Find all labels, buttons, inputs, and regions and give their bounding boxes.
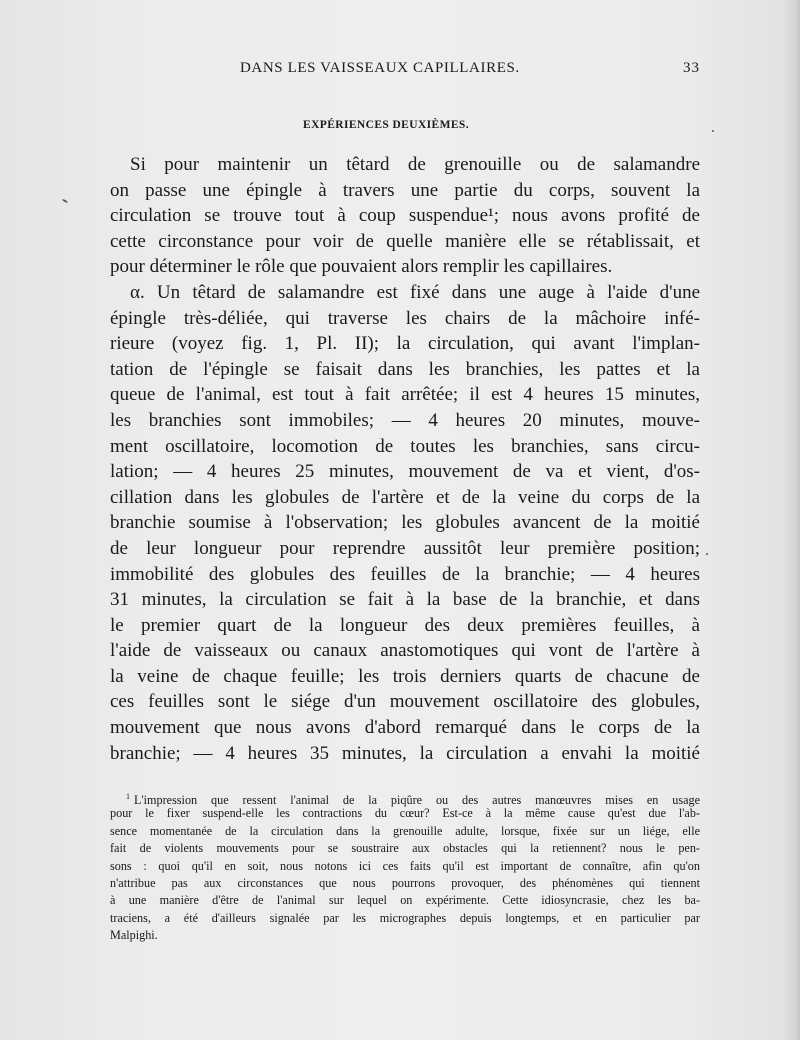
body-line: lation; — 4 heures 25 minutes, mouvement de va et vient, d'os- (110, 461, 700, 483)
footnote-line (110, 788, 700, 808)
body-line: cette circonstance pour voir de quelle manière elle se rétablissait, et (110, 230, 700, 252)
body-line: ces feuilles sont le siége d'un mouvement oscillatoire des globules, (110, 691, 700, 713)
footnote-line: pour le fixer suspend-elle les contractions du cœur? Est-ce à la même cause qu'est due l'ab- (110, 806, 700, 821)
page-edge-shadow (782, 0, 800, 1040)
body-line: on passe une épingle à travers une partie du corps, souvent la (110, 179, 700, 201)
body-line: l'aide de vaisseaux ou canaux anastomotiques qui vont de l'artère à (110, 640, 700, 662)
section-heading: EXPÉRIENCES DEUXIÈMES. (303, 119, 469, 131)
ink-speck (712, 130, 714, 132)
body-line: tation de l'épingle se faisait dans les branchies, les pattes et la (110, 358, 700, 380)
footnote-mark: 1 (126, 792, 130, 801)
ink-speck (62, 199, 68, 204)
body-line: Si pour maintenir un têtard de grenouille ou de salamandre (130, 154, 700, 175)
body-line: circulation se trouve tout à coup suspendue¹; nous avons profité de (110, 205, 700, 227)
body-line: rieure (voyez fig. 1, Pl. II); la circulation, qui avant l'implan- (110, 333, 700, 355)
body-line: 31 minutes, la circulation se fait à la base de la branchie, et dans (110, 589, 700, 611)
footnote-line: traciens, a été d'ailleurs signalée par les micrographes depuis longtemps, et en particulier par (110, 910, 700, 925)
body-line: épingle très-déliée, qui traverse les chairs de la mâchoire infé- (110, 307, 700, 329)
body-line: ment oscillatoire, locomotion de toutes les branchies, sans circu- (110, 435, 700, 457)
footnote-line: à une manière d'être de l'animal sur lequel on expérimente. Cette idiosyncrasie, chez les ba- (110, 893, 700, 908)
body-line: α. Un têtard de salamandre est fixé dans une auge à l'aide d'une (130, 281, 700, 303)
body-line: les branchies sont immobiles; — 4 heures 20 minutes, mouve- (110, 409, 700, 431)
body-line: le premier quart de la longueur des deux premières feuilles, à (110, 614, 700, 636)
body-line: queue de l'animal, est tout à fait arrêtée; il est 4 heures 15 minutes, (110, 384, 700, 406)
body-line: cillation dans les globules de l'artère et de la veine du corps de la (110, 486, 700, 508)
body-line: la veine de chaque feuille; les trois derniers quarts de chacune de (110, 665, 700, 687)
running-head (110, 60, 700, 84)
ink-speck (706, 553, 708, 555)
footnote-line: n'attribue pas aux circonstances que nous pourrons provoquer, des phénomènes qui tiennent (110, 875, 700, 890)
body-line: branchie soumise à l'observation; les globules avancent de la moitié (110, 512, 700, 534)
footnote-line: Malpighi. (110, 928, 158, 943)
footnote-line: fait de violents mouvements pour se soustraire aux obstacles qui la retiennent? nous le pen- (110, 841, 700, 856)
page-number: 33 (683, 60, 700, 76)
body-line: mouvement que nous avons d'abord remarqué dans le corps de la (110, 717, 700, 739)
footnote (110, 788, 700, 945)
body-line: branchie; — 4 heures 35 minutes, la circulation a envahi la moitié (110, 742, 700, 764)
footnote-line-text: L'impression que ressent l'animal de la piqûre ou des autres manœuvres mises en usage (134, 793, 700, 808)
footnote-line: sons : quoi qu'il en soit, nous notons ici ces faits qu'il est important de connaître, afin qu'on (110, 858, 700, 873)
body-line: immobilité des globules des feuilles de la branchie; — 4 heures (110, 563, 700, 585)
running-title: DANS LES VAISSEAUX CAPILLAIRES. (240, 60, 520, 76)
footnote-line: sence momentanée de la circulation dans la grenouille adulte, lorsque, fixée sur un liége, elle (110, 823, 700, 838)
body-line: de leur longueur pour reprendre aussitôt leur première position; (110, 537, 700, 559)
body-text (110, 152, 700, 766)
body-line: pour déterminer le rôle que pouvaient alors remplir les capillaires. (110, 256, 613, 278)
